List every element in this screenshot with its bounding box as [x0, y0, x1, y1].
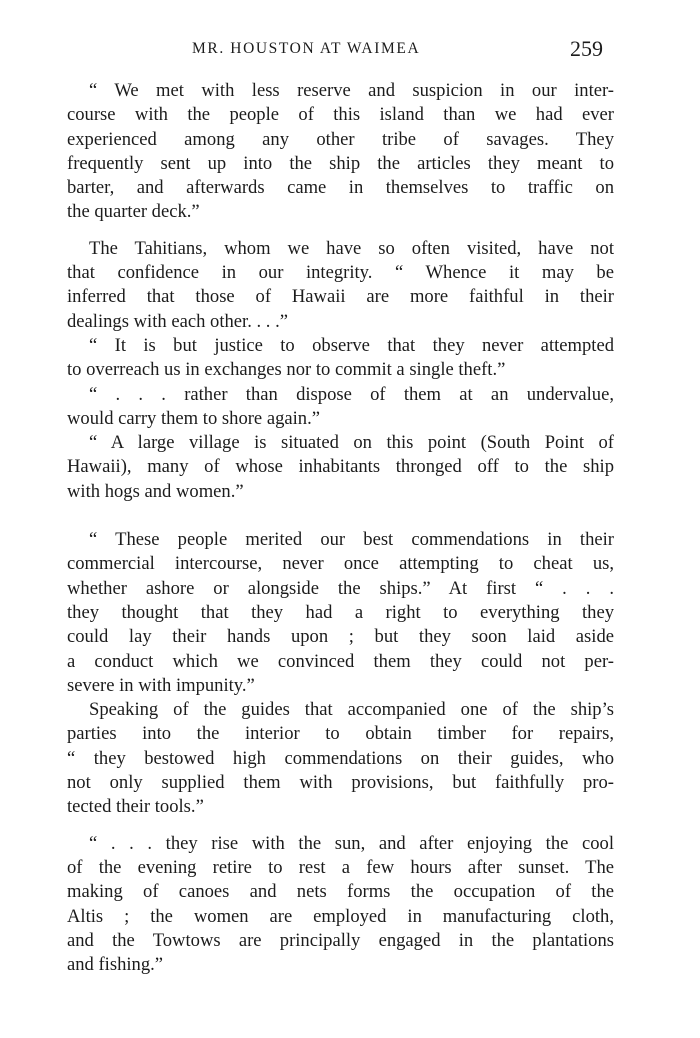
text-line: Hawaii), many of whose inhabitants thronged off to the ship — [67, 456, 614, 478]
text-line: they thought that they had a right to everything they — [67, 601, 614, 623]
text-line: “ . . . rather than dispose of them at an undervalue, — [89, 383, 614, 405]
paragraph — [67, 832, 614, 978]
paragraph — [67, 334, 614, 383]
paragraph — [67, 431, 614, 504]
paragraph-gap — [67, 504, 614, 528]
text-line: would carry them to shore again.” — [67, 407, 320, 429]
text-line: not only supplied them with provisions, but faithfully pro- — [67, 772, 614, 794]
text-line: “ It is but justice to observe that they never attempted — [89, 334, 614, 356]
paragraph-gap — [67, 820, 614, 832]
text-line: parties into the interior to obtain timber for repairs, — [67, 723, 614, 745]
text-line: barter, and afterwards came in themselves to traffic on — [67, 177, 614, 199]
text-line: dealings with each other. . . .” — [67, 310, 288, 332]
running-head — [0, 36, 700, 66]
text-line: making of canoes and nets forms the occupation of the — [67, 881, 614, 903]
paragraph — [67, 528, 614, 698]
text-line: “ These people merited our best commendations in their — [89, 529, 614, 551]
paragraph — [67, 79, 614, 225]
text-line: with hogs and women.” — [67, 480, 244, 502]
text-line: whether ashore or alongside the ships.” At first “ . . . — [67, 577, 614, 599]
text-line: “ . . . they rise with the sun, and after enjoying the cool — [89, 832, 614, 854]
text-line: inferred that those of Hawaii are more faithful in their — [67, 286, 614, 308]
text-line: and fishing.” — [67, 954, 164, 976]
text-line: commercial intercourse, never once attempting to cheat us, — [67, 553, 614, 575]
text-line: frequently sent up into the ship the articles they meant to — [67, 152, 614, 174]
text-line: that confidence in our integrity. “ Whence it may be — [67, 262, 614, 284]
text-line: Altis ; the women are employed in manufacturing cloth, — [67, 905, 614, 927]
paragraph — [67, 237, 614, 334]
text-line: course with the people of this island than we had ever — [67, 104, 614, 126]
paragraph — [67, 383, 614, 432]
page-number: 259 — [570, 36, 603, 61]
paragraph-gap — [67, 225, 614, 237]
text-line: the quarter deck.” — [67, 201, 200, 223]
text-line: “ A large village is situated on this point (South Point of — [89, 432, 614, 454]
text-line: could lay their hands upon ; but they soon laid aside — [67, 626, 614, 648]
text-line: tected their tools.” — [67, 796, 204, 818]
running-title: MR. HOUSTON AT WAIMEA — [192, 40, 421, 57]
text-line: Speaking of the guides that accompanied one of the ship’s — [89, 699, 614, 721]
text-line: to overreach us in exchanges nor to commit a single theft.” — [67, 359, 506, 381]
body-text — [67, 79, 614, 977]
text-line: and the Towtows are principally engaged in the plantations — [67, 929, 614, 951]
text-line: “ they bestowed high commendations on their guides, who — [67, 747, 614, 769]
paragraph — [67, 698, 614, 819]
text-line: The Tahitians, whom we have so often visited, have not — [89, 237, 614, 259]
text-line: a conduct which we convinced them they could not per- — [67, 650, 614, 672]
text-line: experienced among any other tribe of savages. They — [67, 128, 614, 150]
text-line: severe in with impunity.” — [67, 674, 255, 696]
text-line: “ We met with less reserve and suspicion in our inter- — [89, 80, 614, 101]
text-line: of the evening retire to rest a few hours after sunset. The — [67, 856, 614, 878]
